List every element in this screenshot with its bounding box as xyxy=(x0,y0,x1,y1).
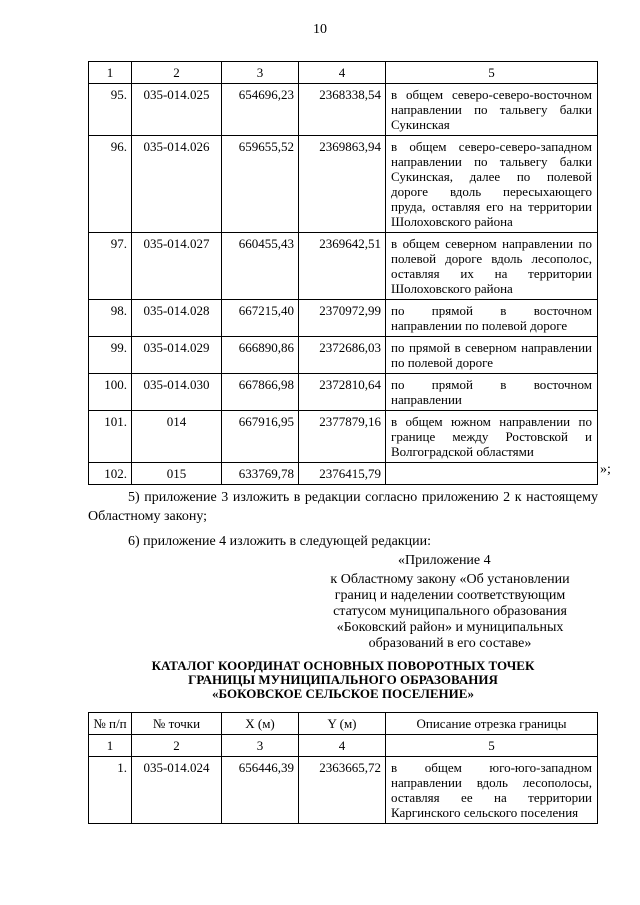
table-header-row xyxy=(89,713,598,735)
column-number-row xyxy=(89,735,598,757)
x-coordinate: 666890,86 xyxy=(222,337,299,374)
appendix-subtitle-line: статусом муниципального образования xyxy=(333,604,567,619)
row-index: 96. xyxy=(89,136,132,233)
column-number: 5 xyxy=(386,735,598,757)
appendix-subtitle-line: «Боковский район» и муниципальных xyxy=(336,620,564,635)
row-index: 97. xyxy=(89,233,132,300)
page-number: 10 xyxy=(313,22,327,37)
row-index: 100. xyxy=(89,374,132,411)
y-coordinate: 2363665,72 xyxy=(299,757,386,824)
x-coordinate: 656446,39 xyxy=(222,757,299,824)
column-header: Y (м) xyxy=(299,713,386,735)
column-header: X (м) xyxy=(222,713,299,735)
catalog-title xyxy=(88,659,598,701)
table-row xyxy=(89,411,598,463)
table-row xyxy=(89,463,598,485)
point-number: 035-014.030 xyxy=(132,374,222,411)
column-number: 2 xyxy=(132,735,222,757)
row-index: 98. xyxy=(89,300,132,337)
segment-description: в общем юго-юго-западном направлении вдоль лесополосы, оставляя ее на территории Каргинского сельского поселения xyxy=(386,757,598,824)
column-number: 1 xyxy=(89,62,132,84)
appendix-subtitle xyxy=(300,572,600,652)
point-number: 035-014.028 xyxy=(132,300,222,337)
appendix-subtitle-line: образований в его составе» xyxy=(368,636,532,651)
appendix-title: «Приложение 4 xyxy=(398,553,491,568)
column-number: 4 xyxy=(299,62,386,84)
table-row xyxy=(89,337,598,374)
column-number: 5 xyxy=(386,62,598,84)
table-row xyxy=(89,136,598,233)
table-row xyxy=(89,300,598,337)
segment-description: по прямой в северном направлении по полевой дороге xyxy=(386,337,598,374)
appendix-subtitle-line: границ и наделении соответствующим xyxy=(334,588,566,603)
y-coordinate: 2369642,51 xyxy=(299,233,386,300)
catalog-title-line: «БОКОВСКОЕ СЕЛЬСКОЕ ПОСЕЛЕНИЕ» xyxy=(212,686,474,701)
coordinates-table-continued xyxy=(88,61,598,485)
y-coordinate: 2368338,54 xyxy=(299,84,386,136)
row-index: 1. xyxy=(89,757,132,824)
column-number: 3 xyxy=(222,735,299,757)
point-number: 035-014.027 xyxy=(132,233,222,300)
table-row xyxy=(89,233,598,300)
appendix-subtitle-line: к Областному закону «Об установлении xyxy=(330,572,570,587)
x-coordinate: 667215,40 xyxy=(222,300,299,337)
y-coordinate: 2372810,64 xyxy=(299,374,386,411)
segment-description: в общем южном направлении по границе между Ростовской и Волгоградской областями xyxy=(386,411,598,463)
x-coordinate: 654696,23 xyxy=(222,84,299,136)
x-coordinate: 659655,52 xyxy=(222,136,299,233)
paragraph-6: 6) приложение 4 изложить в следующей редакции: xyxy=(128,534,431,549)
column-number: 1 xyxy=(89,735,132,757)
column-number: 4 xyxy=(299,735,386,757)
row-index: 95. xyxy=(89,84,132,136)
column-header: Описание отрезка границы xyxy=(386,713,598,735)
table-row xyxy=(89,757,598,824)
x-coordinate: 667916,95 xyxy=(222,411,299,463)
segment-description: в общем северном направлении по полевой дороге вдоль лесополос, оставляя их на территории Шолоховского района xyxy=(386,233,598,300)
segment-description: по прямой в восточном направлении xyxy=(386,374,598,411)
column-header: № п/п xyxy=(89,713,132,735)
y-coordinate: 2377879,16 xyxy=(299,411,386,463)
point-number: 035-014.026 xyxy=(132,136,222,233)
table-row xyxy=(89,84,598,136)
catalog-title-line: КАТАЛОГ КООРДИНАТ ОСНОВНЫХ ПОВОРОТНЫХ ТОЧЕК xyxy=(151,658,535,673)
row-index: 99. xyxy=(89,337,132,374)
column-number: 3 xyxy=(222,62,299,84)
segment-description: по прямой в восточном направлении по полевой дороге xyxy=(386,300,598,337)
row-index: 102. xyxy=(89,463,132,485)
table-closing-quote: »; xyxy=(600,462,611,477)
point-number: 015 xyxy=(132,463,222,485)
x-coordinate: 660455,43 xyxy=(222,233,299,300)
x-coordinate: 667866,98 xyxy=(222,374,299,411)
table-header-row xyxy=(89,62,598,84)
y-coordinate: 2376415,79 xyxy=(299,463,386,485)
catalog-title-line: ГРАНИЦЫ МУНИЦИПАЛЬНОГО ОБРАЗОВАНИЯ xyxy=(188,672,498,687)
column-number: 2 xyxy=(132,62,222,84)
y-coordinate: 2372686,03 xyxy=(299,337,386,374)
segment-description: в общем северо-северо-восточном направлении по тальвегу балки Сукинская xyxy=(386,84,598,136)
x-coordinate: 633769,78 xyxy=(222,463,299,485)
point-number: 035-014.025 xyxy=(132,84,222,136)
table-row xyxy=(89,374,598,411)
segment-description: в общем северо-северо-западном направлении по тальвегу балки Сукинская, далее по полевой дороге вдоль пересыхающего пруда, оставляя его на территории Шолоховского района xyxy=(386,136,598,233)
row-index: 101. xyxy=(89,411,132,463)
point-number: 035-014.029 xyxy=(132,337,222,374)
y-coordinate: 2369863,94 xyxy=(299,136,386,233)
segment-description xyxy=(386,463,598,485)
coordinates-table-new xyxy=(88,712,598,824)
point-number: 035-014.024 xyxy=(132,757,222,824)
y-coordinate: 2370972,99 xyxy=(299,300,386,337)
paragraph-5: 5) приложение 3 изложить в редакции согласно приложению 2 к настоящему Областному закону; xyxy=(88,490,598,524)
column-header: № точки xyxy=(132,713,222,735)
point-number: 014 xyxy=(132,411,222,463)
